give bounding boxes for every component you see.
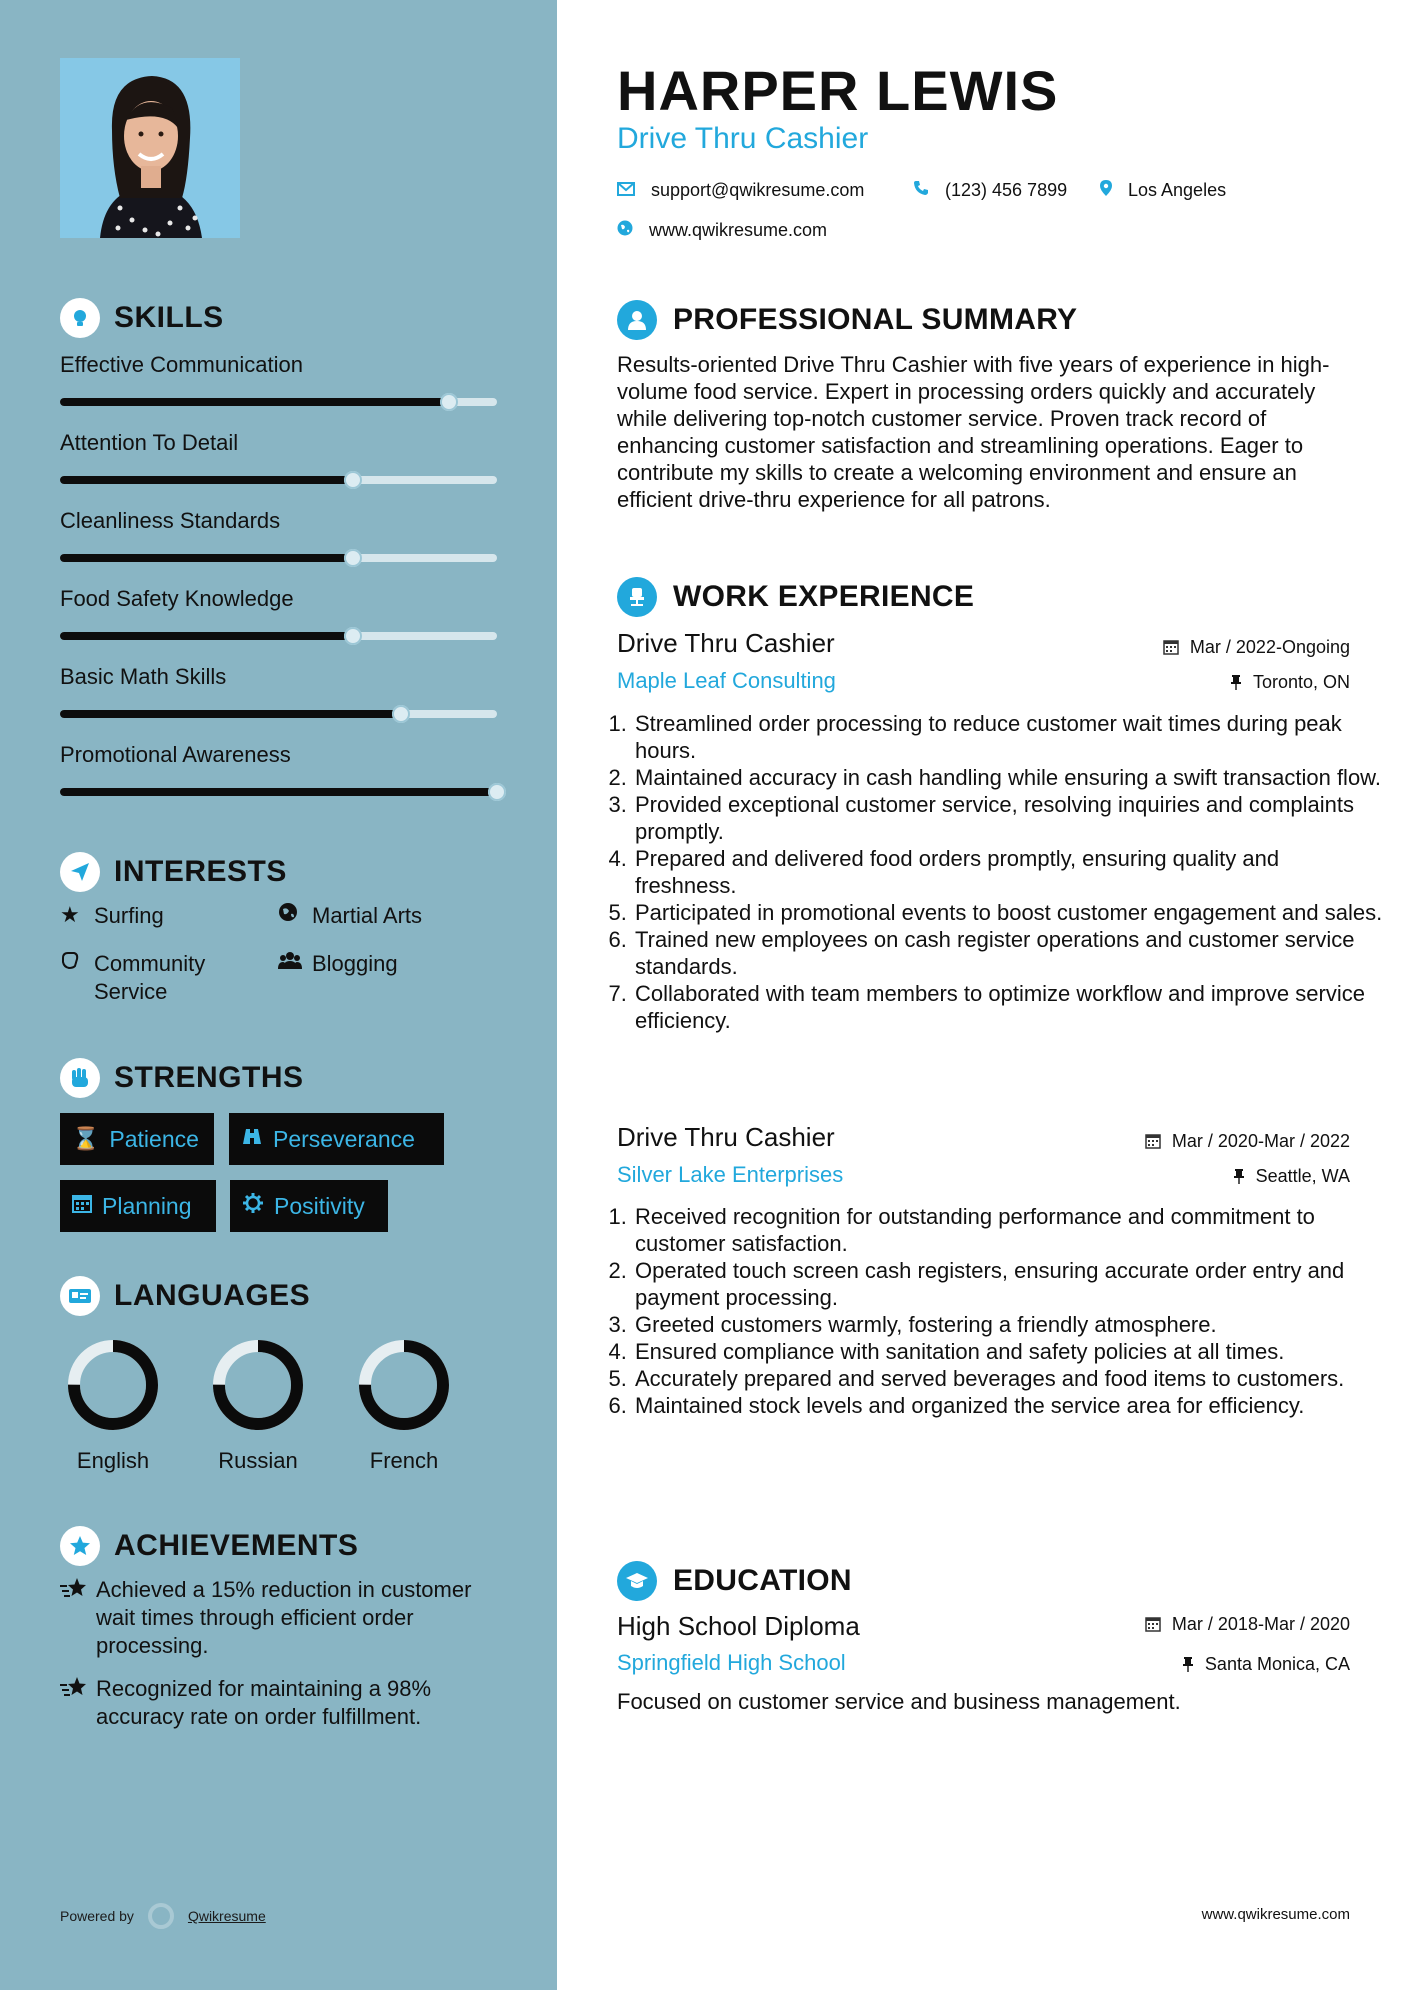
- powered-by-link[interactable]: Qwikresume: [187, 1908, 266, 1924]
- main-column: [557, 0, 1407, 1990]
- skill-level-bar: [60, 398, 497, 406]
- skill-level-fill: [60, 398, 449, 406]
- skill-level-bar: [60, 788, 497, 796]
- gear-icon: [242, 1192, 264, 1220]
- job-duty: 6. Trained new employees on cash register operations and customer service standards.: [633, 926, 1383, 980]
- globe-icon: [278, 902, 300, 928]
- job-location: [1230, 672, 1350, 693]
- star-badge-icon: [60, 1526, 100, 1566]
- strength-badge: [229, 1113, 444, 1165]
- experience-heading: [617, 577, 974, 617]
- powered-by-label: Powered by: [60, 1908, 134, 1924]
- skill-level-fill: [60, 632, 353, 640]
- language-level-ring: [349, 1330, 459, 1440]
- pushpin-icon: [1182, 1654, 1199, 1674]
- skill-level-bar: [60, 554, 497, 562]
- strengths-title: STRENGTHS: [114, 1061, 304, 1094]
- education-date: [1145, 1614, 1350, 1635]
- calendar-icon: [1145, 1131, 1172, 1151]
- achievement-item: [60, 1576, 500, 1660]
- map-pin-icon: [1100, 180, 1112, 201]
- interest-item: [278, 902, 422, 930]
- language-label: English: [76, 1448, 150, 1473]
- job-duty: 4. Ensured compliance with sanitation and safety policies at all times.: [633, 1338, 1383, 1365]
- job-duty: 1. Streamlined order processing to reduce customer wait times during peak hours.: [633, 710, 1383, 764]
- skill-level-knob: [344, 627, 362, 645]
- graduation-cap-icon: [617, 1561, 657, 1601]
- skill-label: Promotional Awareness: [60, 742, 291, 767]
- achievement-text: Recognized for maintaining a 98% accuracy rate on order fulfillment.: [96, 1676, 432, 1729]
- achievement-item: [60, 1675, 500, 1731]
- fist-icon: [60, 1058, 100, 1098]
- interests-heading: [60, 852, 287, 892]
- office-chair-icon: [617, 577, 657, 617]
- job-duty: 3. Provided exceptional customer service, resolving inquiries and complaints promptly.: [633, 791, 1383, 845]
- job-duty: 4. Prepared and delivered food orders promptly, ensuring quality and freshness.: [633, 845, 1383, 899]
- interest-item: [60, 902, 164, 930]
- skills-title: SKILLS: [114, 301, 224, 334]
- skill-item: [60, 742, 500, 768]
- contact-phone[interactable]: [913, 180, 1067, 201]
- globe-icon: [617, 220, 633, 241]
- skill-level-knob: [344, 471, 362, 489]
- education-title: EDUCATION: [673, 1564, 852, 1597]
- languages-heading: [60, 1276, 310, 1316]
- summary-title: PROFESSIONAL SUMMARY: [673, 303, 1078, 336]
- language-item: [58, 1330, 168, 1473]
- skill-level-fill: [60, 710, 401, 718]
- interest-label: Blogging: [312, 951, 398, 976]
- users-icon: [278, 950, 300, 976]
- languages-title: LANGUAGES: [114, 1279, 311, 1312]
- job-date: [1163, 637, 1350, 658]
- id-card-icon: [60, 1276, 100, 1316]
- job-date-text: Mar / 2020-Mar / 2022: [1171, 1131, 1350, 1151]
- binoculars-icon: [241, 1126, 263, 1152]
- paper-plane-icon: [60, 852, 100, 892]
- lightbulb-icon: [60, 298, 100, 338]
- school-name: Springfield High School: [617, 1650, 846, 1675]
- skill-label: Basic Math Skills: [60, 664, 227, 689]
- strength-badge: [60, 1113, 214, 1165]
- job-duties-list: [607, 1203, 1383, 1419]
- trophy-star-icon: [60, 1675, 96, 1731]
- achievements-heading: [60, 1526, 358, 1566]
- skill-item: [60, 352, 500, 378]
- skill-item: [60, 508, 500, 534]
- pushpin-icon: [1230, 672, 1247, 692]
- interest-label: Surfing: [94, 903, 164, 928]
- job-location-text: Toronto, ON: [1252, 672, 1350, 692]
- skill-label: Food Safety Knowledge: [60, 586, 294, 611]
- job-duty: 7. Collaborated with team members to optimize workflow and improve service efficiency.: [633, 980, 1383, 1034]
- job-duty: 2. Maintained accuracy in cash handling while ensuring a swift transaction flow.: [633, 764, 1383, 791]
- education-description: Focused on customer service and business management.: [617, 1689, 1181, 1714]
- education-location: [1182, 1654, 1350, 1675]
- skill-item: [60, 586, 500, 612]
- skill-level-knob: [488, 783, 506, 801]
- skill-level-knob: [440, 393, 458, 411]
- achievements-title: ACHIEVEMENTS: [114, 1529, 359, 1562]
- achievement-text: Achieved a 15% reduction in customer wait times through efficient order processing.: [96, 1577, 472, 1658]
- education-location-text: Santa Monica, CA: [1204, 1654, 1350, 1674]
- job-date: [1145, 1131, 1350, 1152]
- location-text: Los Angeles: [1128, 180, 1227, 200]
- interest-label: Community Service: [94, 951, 206, 1004]
- skills-heading: [60, 298, 224, 338]
- job-duty: 2. Operated touch screen cash registers, ensuring accurate order entry and payment processing.: [633, 1257, 1383, 1311]
- strength-badge: [60, 1180, 216, 1232]
- trophy-star-icon: [60, 1576, 96, 1660]
- hourglass-icon: ⌛: [72, 1126, 100, 1151]
- strengths-heading: [60, 1058, 304, 1098]
- education-date-text: Mar / 2018-Mar / 2020: [1171, 1614, 1350, 1634]
- skill-item: [60, 430, 500, 456]
- strength-badge: [230, 1180, 388, 1232]
- skill-level-fill: [60, 788, 497, 796]
- profile-photo: [60, 58, 240, 238]
- envelope-icon: [617, 180, 635, 201]
- footer-website[interactable]: www.qwikresume.com: [1201, 1906, 1350, 1923]
- language-level-ring: [203, 1330, 313, 1440]
- qwikresume-logo-icon: [148, 1903, 174, 1929]
- strength-label: Perseverance: [273, 1125, 415, 1152]
- skill-level-knob: [344, 549, 362, 567]
- user-icon: [617, 300, 657, 340]
- skill-level-bar: [60, 632, 497, 640]
- summary-text: Results-oriented Drive Thru Cashier with five years of experience in high-volume food service. Expert in processing orders quickly and accurately while delivering top-notch customer service. Proven track record of enhancing customer satisfaction and streamlining operations. Eager to contribute my skills to create a welcoming environment and ensure an efficient drive-thru experience for all patrons.: [617, 352, 1330, 512]
- language-item: [203, 1330, 313, 1473]
- calendar-icon: [72, 1193, 92, 1219]
- language-label: Russian: [218, 1448, 298, 1473]
- job-date-text: Mar / 2022-Ongoing: [1189, 637, 1350, 657]
- powered-by: [60, 1903, 266, 1929]
- education-heading: [617, 1561, 852, 1601]
- strength-label: Patience: [109, 1125, 199, 1152]
- interest-label: Martial Arts: [312, 903, 423, 928]
- interest-item: [278, 950, 398, 978]
- skill-level-knob: [392, 705, 410, 723]
- job-location: [1233, 1166, 1350, 1187]
- email-text: support@qwikresume.com: [651, 180, 865, 200]
- contact-website[interactable]: [617, 220, 827, 241]
- interests-title: INTERESTS: [114, 855, 287, 888]
- skill-label: Attention To Detail: [60, 430, 239, 455]
- degree-title: High School Diploma: [617, 1611, 860, 1641]
- job-company: Maple Leaf Consulting: [617, 668, 836, 693]
- skill-label: Effective Communication: [60, 352, 303, 377]
- skill-level-fill: [60, 476, 353, 484]
- language-item: [349, 1330, 459, 1473]
- job-duty: 1. Received recognition for outstanding performance and commitment to customer satisfaction.: [633, 1203, 1383, 1257]
- phone-icon: [913, 180, 929, 201]
- language-label: French: [369, 1448, 439, 1473]
- skill-item: [60, 664, 500, 690]
- job-duty: 5. Participated in promotional events to boost customer engagement and sales.: [633, 899, 1383, 926]
- job-location-text: Seattle, WA: [1255, 1166, 1350, 1186]
- skill-label: Cleanliness Standards: [60, 508, 281, 533]
- language-level-ring: [58, 1330, 168, 1440]
- experience-title: WORK EXPERIENCE: [673, 580, 975, 613]
- hand-icon: [60, 950, 82, 976]
- skill-level-fill: [60, 554, 353, 562]
- job-title: Drive Thru Cashier: [617, 628, 835, 658]
- strength-label: Positivity: [274, 1192, 365, 1219]
- strength-label: Planning: [102, 1192, 192, 1219]
- website-text: www.qwikresume.com: [649, 220, 828, 240]
- star-icon: ★: [60, 902, 80, 927]
- contact-location: [1100, 180, 1226, 201]
- pushpin-icon: [1233, 1166, 1250, 1186]
- job-duty: 3. Greeted customers warmly, fostering a friendly atmosphere.: [633, 1311, 1383, 1338]
- job-duty: 6. Maintained stock levels and organized the service area for efficiency.: [633, 1392, 1383, 1419]
- summary-heading: [617, 300, 1077, 340]
- job-title: Drive Thru Cashier: [617, 1122, 835, 1152]
- phone-text: (123) 456 7899: [945, 180, 1068, 200]
- calendar-icon: [1145, 1614, 1172, 1634]
- candidate-role: Drive Thru Cashier: [617, 122, 869, 155]
- calendar-icon: [1163, 637, 1190, 657]
- contact-email[interactable]: [617, 180, 864, 201]
- skill-level-bar: [60, 710, 497, 718]
- skill-level-bar: [60, 476, 497, 484]
- interest-item: [60, 950, 260, 1006]
- job-duty: 5. Accurately prepared and served beverages and food items to customers.: [633, 1365, 1383, 1392]
- job-duties-list: [607, 710, 1383, 1034]
- candidate-name: HARPER LEWIS: [617, 59, 1059, 122]
- job-company: Silver Lake Enterprises: [617, 1162, 844, 1187]
- sidebar: [0, 0, 557, 1990]
